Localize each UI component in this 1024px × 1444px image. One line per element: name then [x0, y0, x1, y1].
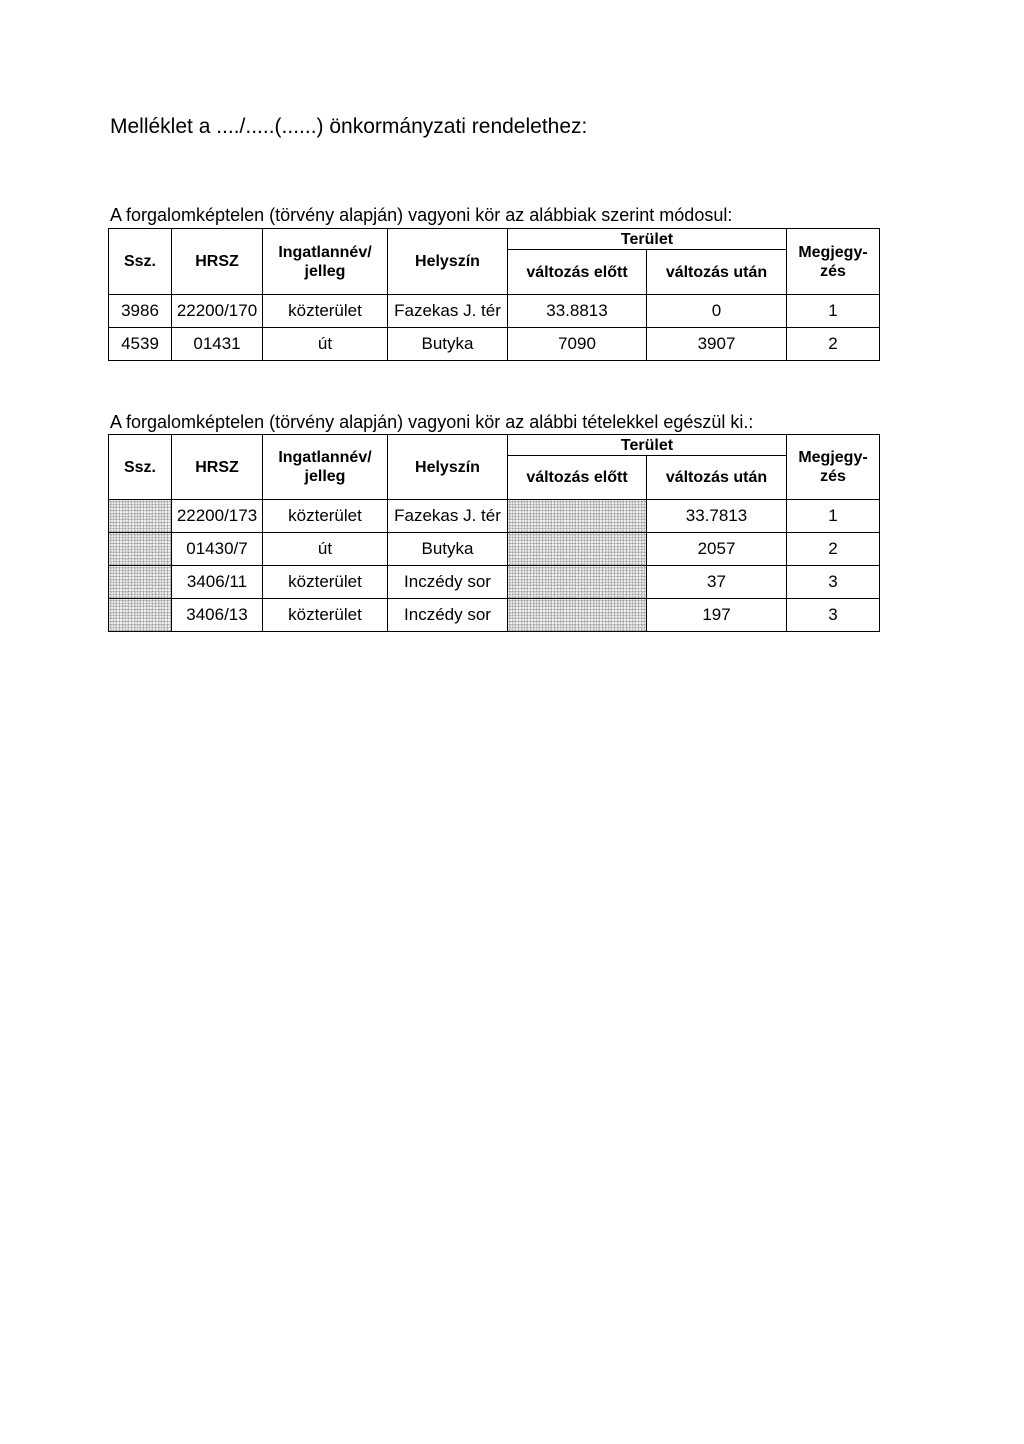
cell-jelleg: közterület [263, 500, 388, 533]
table-row [109, 533, 880, 566]
section2-caption: A forgalomképtelen (törvény alapján) vagyoni kör az alábbi tételekkel egészül ki.: [110, 412, 754, 432]
header-helyszin: Helyszín [388, 229, 508, 295]
cell-jelleg: út [263, 328, 388, 361]
cell-ssz [109, 599, 172, 632]
cell-helyszin: Fazekas J. tér [388, 295, 508, 328]
table-row [109, 500, 880, 533]
header-terulet: Terület [508, 229, 787, 250]
cell-hrsz: 22200/173 [172, 500, 263, 533]
cell-utan: 0 [647, 295, 787, 328]
cell-megjegyzes: 1 [787, 295, 880, 328]
section1-caption: A forgalomképtelen (törvény alapján) vagyoni kör az alábbiak szerint módosul: [110, 205, 733, 225]
header-valtozas-elott: változás előtt [508, 456, 647, 500]
cell-helyszin: Butyka [388, 328, 508, 361]
header-megjegyzes: Megjegy-zés [787, 435, 880, 500]
header-ssz: Ssz. [109, 435, 172, 500]
header-megjegyzes: Megjegy-zés [787, 229, 880, 295]
table-row [109, 295, 880, 328]
cell-jelleg: közterület [263, 599, 388, 632]
header-terulet: Terület [508, 435, 787, 456]
header-hrsz: HRSZ [172, 229, 263, 295]
cell-hrsz: 22200/170 [172, 295, 263, 328]
table-row [109, 328, 880, 361]
document-title: Melléklet a ..../.....(......) önkormányzati rendelethez: [110, 115, 588, 138]
cell-ssz [109, 566, 172, 599]
cell-megjegyzes: 2 [787, 328, 880, 361]
cell-helyszin: Inczédy sor [388, 566, 508, 599]
cell-jelleg: közterület [263, 566, 388, 599]
cell-megjegyzes: 2 [787, 533, 880, 566]
header-ssz: Ssz. [109, 229, 172, 295]
cell-ssz: 4539 [109, 328, 172, 361]
cell-elott [508, 500, 647, 533]
modification-table [108, 228, 880, 361]
cell-utan: 3907 [647, 328, 787, 361]
table-row [109, 566, 880, 599]
header-hrsz: HRSZ [172, 435, 263, 500]
cell-helyszin: Inczédy sor [388, 599, 508, 632]
cell-elott [508, 533, 647, 566]
cell-ssz: 3986 [109, 295, 172, 328]
cell-hrsz: 01431 [172, 328, 263, 361]
cell-jelleg: út [263, 533, 388, 566]
cell-megjegyzes: 1 [787, 500, 880, 533]
cell-jelleg: közterület [263, 295, 388, 328]
cell-helyszin: Fazekas J. tér [388, 500, 508, 533]
cell-utan: 197 [647, 599, 787, 632]
cell-megjegyzes: 3 [787, 599, 880, 632]
header-ingatlannev: Ingatlannév/ jelleg [263, 229, 388, 295]
cell-hrsz: 01430/7 [172, 533, 263, 566]
cell-hrsz: 3406/11 [172, 566, 263, 599]
cell-helyszin: Butyka [388, 533, 508, 566]
cell-megjegyzes: 3 [787, 566, 880, 599]
cell-elott: 7090 [508, 328, 647, 361]
cell-utan: 37 [647, 566, 787, 599]
cell-elott [508, 566, 647, 599]
header-helyszin: Helyszín [388, 435, 508, 500]
header-valtozas-elott: változás előtt [508, 250, 647, 295]
table-row [109, 599, 880, 632]
header-valtozas-utan: változás után [647, 250, 787, 295]
cell-elott: 33.8813 [508, 295, 647, 328]
cell-utan: 2057 [647, 533, 787, 566]
cell-elott [508, 599, 647, 632]
addition-table [108, 434, 880, 632]
cell-hrsz: 3406/13 [172, 599, 263, 632]
cell-utan: 33.7813 [647, 500, 787, 533]
header-ingatlannev: Ingatlannév/ jelleg [263, 435, 388, 500]
header-valtozas-utan: változás után [647, 456, 787, 500]
cell-ssz [109, 500, 172, 533]
cell-ssz [109, 533, 172, 566]
